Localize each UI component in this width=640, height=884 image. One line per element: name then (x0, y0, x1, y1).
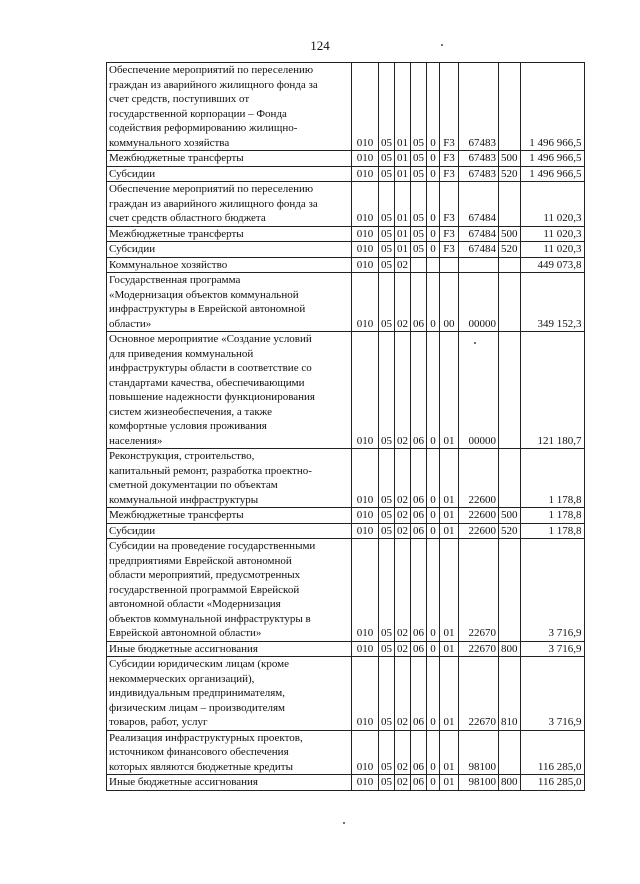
cell-sum: 1 178,8 (520, 449, 584, 508)
row-name-line: Обеспечение мероприятий по переселению (109, 183, 314, 195)
row-name-line: Иные бюджетные ассигнования (109, 642, 258, 655)
table-row (107, 730, 585, 775)
cell-prog: 05 (411, 182, 427, 227)
row-name (107, 775, 352, 791)
cell-sub: 0 (427, 182, 440, 227)
row-name-line: комфортные условия проживания (109, 420, 267, 432)
cell-prog: 06 (411, 730, 427, 775)
cell-main: 01 (440, 539, 459, 642)
cell-sum: 116 285,0 (520, 730, 584, 775)
row-name-line: государственной корпорации – Фонда (109, 107, 287, 120)
cell-vr (499, 449, 521, 508)
cell-rz: 05 (379, 257, 395, 273)
cell-prog: 06 (411, 508, 427, 524)
cell-sub: 0 (427, 166, 440, 182)
row-name-line: Субсидии юридическим лицам (кроме (109, 658, 290, 670)
table-row (107, 63, 585, 151)
table-row (107, 641, 585, 657)
row-name-line: области мероприятий, предусмотренных (109, 569, 301, 581)
table-row (107, 257, 585, 273)
cell-main: F3 (440, 63, 459, 151)
cell-prog: 05 (411, 63, 427, 151)
row-name (107, 226, 352, 242)
cell-sum: 121 180,7 (520, 332, 584, 449)
cell-sum: 11 020,3 (520, 182, 584, 227)
cell-sub: 0 (427, 242, 440, 258)
cell-vr: 520 (499, 523, 521, 539)
cell-sub: 0 (427, 332, 440, 449)
row-name-line: Иные бюджетные ассигнования (109, 776, 258, 788)
cell-rz: 05 (379, 523, 395, 539)
cell-vr (499, 182, 521, 227)
row-name-line: физическим лицам – производителям (109, 701, 285, 714)
cell-rz: 05 (379, 730, 395, 775)
cell-main: 01 (440, 523, 459, 539)
page-number: 124 (310, 38, 330, 53)
cell-sum: 3 716,9 (520, 641, 584, 657)
row-name-line: инфраструктуры в Еврейской автономной (109, 303, 306, 315)
cell-ved: 010 (352, 641, 379, 657)
cell-ved: 010 (352, 449, 379, 508)
cell-dir: 67483 (459, 166, 499, 182)
row-name-line: области» (109, 317, 152, 330)
row-name (107, 332, 352, 449)
cell-ved: 010 (352, 257, 379, 273)
cell-rz: 05 (379, 151, 395, 167)
cell-sum: 11 020,3 (520, 242, 584, 258)
cell-dir: 67484 (459, 182, 499, 227)
cell-pr: 02 (395, 523, 411, 539)
row-name-line: Межбюджетные трансферты (109, 152, 244, 164)
cell-dir: 67483 (459, 63, 499, 151)
row-name-line: предприятиями Еврейской автономной (109, 554, 292, 567)
cell-rz: 05 (379, 775, 395, 791)
row-name-line: государственной программой Еврейской (109, 583, 300, 596)
cell-vr: 500 (499, 508, 521, 524)
table-row (107, 226, 585, 242)
table-row (107, 151, 585, 167)
cell-sub: 0 (427, 775, 440, 791)
cell-pr: 02 (395, 449, 411, 508)
cell-pr: 02 (395, 539, 411, 642)
table-row (107, 332, 585, 449)
row-name-line: Обеспечение мероприятий по переселению (109, 64, 314, 76)
row-name-line: инфраструктуры области в соответствие со (109, 362, 312, 374)
cell-ved: 010 (352, 775, 379, 791)
budget-table-body (107, 63, 585, 791)
row-name-line: счет средств, поступивших от (109, 93, 250, 105)
row-name-line: источником финансового обеспечения (109, 746, 289, 758)
cell-main: 00 (440, 273, 459, 332)
cell-prog: 06 (411, 657, 427, 731)
cell-vr: 800 (499, 775, 521, 791)
cell-pr: 02 (395, 657, 411, 731)
cell-sub: 0 (427, 449, 440, 508)
cell-rz: 05 (379, 657, 395, 731)
cell-sum: 349 152,3 (520, 273, 584, 332)
cell-prog: 06 (411, 775, 427, 791)
cell-main: F3 (440, 182, 459, 227)
cell-pr: 01 (395, 242, 411, 258)
cell-vr (499, 63, 521, 151)
cell-pr: 02 (395, 257, 411, 273)
row-name-line: Межбюджетные трансферты (109, 509, 244, 521)
row-name-line: Еврейской автономной области» (109, 627, 262, 639)
table-row (107, 657, 585, 731)
row-name (107, 539, 352, 642)
row-name-line: Субсидии (109, 524, 156, 537)
cell-main (440, 257, 459, 273)
row-name-line: товаров, работ, услуг (109, 716, 208, 728)
cell-main: F3 (440, 166, 459, 182)
row-name-line: Коммунальное хозяйство (109, 258, 228, 271)
row-name-line: Основное мероприятие «Создание условий (109, 333, 312, 345)
cell-ved: 010 (352, 226, 379, 242)
cell-ved: 010 (352, 523, 379, 539)
stray-mark (343, 822, 345, 824)
cell-ved: 010 (352, 63, 379, 151)
cell-pr: 01 (395, 166, 411, 182)
stray-mark (441, 44, 443, 46)
cell-prog: 05 (411, 151, 427, 167)
row-name-line: Реализация инфраструктурных проектов, (109, 731, 303, 744)
cell-sum: 449 073,8 (520, 257, 584, 273)
table-row (107, 523, 585, 539)
cell-vr: 520 (499, 242, 521, 258)
row-name-line: Государственная программа (109, 274, 241, 286)
cell-vr (499, 730, 521, 775)
cell-main: 01 (440, 332, 459, 449)
cell-pr: 02 (395, 775, 411, 791)
cell-ved: 010 (352, 508, 379, 524)
row-name-line: сметной документации по объектам (109, 479, 278, 491)
cell-sub: 0 (427, 63, 440, 151)
cell-sub: 0 (427, 539, 440, 642)
row-name-line: стандартами качества, обеспечивающими (109, 376, 305, 389)
cell-rz: 05 (379, 508, 395, 524)
cell-vr: 800 (499, 641, 521, 657)
row-name (107, 730, 352, 775)
cell-prog (411, 257, 427, 273)
row-name-line: Субсидии (109, 167, 156, 180)
row-name-line: систем жизнеобеспечения, а также (109, 405, 273, 418)
row-name-line: повышение надежности функционирования (109, 391, 315, 403)
cell-pr: 02 (395, 273, 411, 332)
row-name (107, 449, 352, 508)
cell-sub: 0 (427, 151, 440, 167)
row-name-line: граждан из аварийного жилищного фонда за (109, 78, 318, 91)
row-name (107, 273, 352, 332)
cell-sub: 0 (427, 508, 440, 524)
cell-pr: 02 (395, 641, 411, 657)
table-row (107, 539, 585, 642)
cell-vr: 500 (499, 226, 521, 242)
cell-sum: 11 020,3 (520, 226, 584, 242)
cell-sub (427, 257, 440, 273)
cell-vr (499, 539, 521, 642)
cell-main: 01 (440, 775, 459, 791)
row-name-line: «Модернизация объектов коммунальной (109, 288, 299, 301)
cell-prog: 06 (411, 449, 427, 508)
row-name (107, 242, 352, 258)
row-name (107, 508, 352, 524)
cell-ved: 010 (352, 273, 379, 332)
row-name-line: Межбюджетные трансферты (109, 227, 244, 240)
row-name-line: счет средств областного бюджета (109, 212, 266, 224)
cell-ved: 010 (352, 332, 379, 449)
row-name (107, 151, 352, 167)
cell-sub: 0 (427, 657, 440, 731)
cell-dir: 22670 (459, 539, 499, 642)
cell-sub: 0 (427, 226, 440, 242)
row-name-line: автономной области «Модернизация (109, 598, 281, 610)
cell-rz: 05 (379, 641, 395, 657)
cell-main: 01 (440, 657, 459, 731)
cell-dir: 67484 (459, 242, 499, 258)
table-row (107, 449, 585, 508)
cell-dir: 22600 (459, 523, 499, 539)
row-name-line: некоммерческих организаций), (109, 672, 255, 685)
row-name-line: для приведения коммунальной (109, 347, 254, 360)
cell-ved: 010 (352, 242, 379, 258)
row-name-line: которых являются бюджетные кредиты (109, 760, 293, 773)
row-name (107, 182, 352, 227)
table-row (107, 166, 585, 182)
cell-main: F3 (440, 242, 459, 258)
cell-main: 01 (440, 449, 459, 508)
cell-vr (499, 257, 521, 273)
row-name-line: индивидуальным предпринимателям, (109, 687, 285, 699)
table-row (107, 508, 585, 524)
cell-main: F3 (440, 151, 459, 167)
cell-sum: 1 496 966,5 (520, 166, 584, 182)
cell-rz: 05 (379, 273, 395, 332)
cell-sub: 0 (427, 523, 440, 539)
cell-dir (459, 257, 499, 273)
row-name-line: Субсидии на проведение государственными (109, 540, 316, 552)
cell-prog: 06 (411, 273, 427, 332)
cell-dir: 00000 (459, 332, 499, 449)
cell-rz: 05 (379, 226, 395, 242)
table-row (107, 775, 585, 791)
cell-pr: 02 (395, 508, 411, 524)
cell-prog: 06 (411, 332, 427, 449)
cell-ved: 010 (352, 151, 379, 167)
cell-dir: 67484 (459, 226, 499, 242)
row-name (107, 523, 352, 539)
cell-sum: 116 285,0 (520, 775, 584, 791)
table-row (107, 182, 585, 227)
cell-main: F3 (440, 226, 459, 242)
cell-prog: 06 (411, 539, 427, 642)
row-name-line: коммунальной инфраструктуры (109, 493, 259, 506)
cell-sum: 1 178,8 (520, 508, 584, 524)
cell-sub: 0 (427, 730, 440, 775)
cell-main: 01 (440, 641, 459, 657)
cell-sub: 0 (427, 273, 440, 332)
cell-dir: 67483 (459, 151, 499, 167)
row-name (107, 657, 352, 731)
cell-rz: 05 (379, 182, 395, 227)
cell-prog: 05 (411, 242, 427, 258)
cell-rz: 05 (379, 242, 395, 258)
cell-sum: 1 496 966,5 (520, 151, 584, 167)
row-name (107, 641, 352, 657)
cell-pr: 02 (395, 730, 411, 775)
budget-table (106, 62, 585, 791)
cell-dir: 22670 (459, 657, 499, 731)
cell-ved: 010 (352, 182, 379, 227)
cell-main: 01 (440, 508, 459, 524)
row-name (107, 257, 352, 273)
cell-prog: 05 (411, 226, 427, 242)
cell-vr (499, 273, 521, 332)
cell-sum: 3 716,9 (520, 539, 584, 642)
cell-pr: 01 (395, 151, 411, 167)
row-name-line: содействия реформированию жилищно- (109, 122, 298, 134)
cell-pr: 01 (395, 182, 411, 227)
cell-vr: 520 (499, 166, 521, 182)
cell-sum: 1 496 966,5 (520, 63, 584, 151)
cell-rz: 05 (379, 449, 395, 508)
row-name-line: населения» (109, 434, 163, 447)
row-name-line: граждан из аварийного жилищного фонда за (109, 197, 318, 210)
cell-ved: 010 (352, 166, 379, 182)
cell-rz: 05 (379, 332, 395, 449)
cell-prog: 06 (411, 641, 427, 657)
table-row (107, 273, 585, 332)
row-name (107, 63, 352, 151)
cell-dir: 22600 (459, 449, 499, 508)
cell-rz: 05 (379, 166, 395, 182)
cell-ved: 010 (352, 730, 379, 775)
cell-dir: 00000 (459, 273, 499, 332)
cell-sum: 1 178,8 (520, 523, 584, 539)
row-name-line: капитальный ремонт, разработка проектно- (109, 464, 312, 477)
cell-prog: 05 (411, 166, 427, 182)
row-name-line: Субсидии (109, 243, 156, 255)
stray-mark (474, 342, 476, 344)
cell-pr: 01 (395, 63, 411, 151)
cell-vr: 810 (499, 657, 521, 731)
cell-dir: 98100 (459, 730, 499, 775)
cell-vr: 500 (499, 151, 521, 167)
cell-pr: 02 (395, 332, 411, 449)
cell-rz: 05 (379, 539, 395, 642)
cell-rz: 05 (379, 63, 395, 151)
cell-dir: 98100 (459, 775, 499, 791)
cell-pr: 01 (395, 226, 411, 242)
row-name-line: объектов коммунальной инфраструктуры в (109, 612, 311, 625)
cell-main: 01 (440, 730, 459, 775)
cell-sum: 3 716,9 (520, 657, 584, 731)
cell-prog: 06 (411, 523, 427, 539)
row-name (107, 166, 352, 182)
row-name-line: коммунального хозяйства (109, 136, 230, 149)
cell-dir: 22670 (459, 641, 499, 657)
table-row (107, 242, 585, 258)
cell-ved: 010 (352, 539, 379, 642)
cell-dir: 22600 (459, 508, 499, 524)
cell-vr (499, 332, 521, 449)
cell-sub: 0 (427, 641, 440, 657)
cell-ved: 010 (352, 657, 379, 731)
row-name-line: Реконструкция, строительство, (109, 450, 255, 462)
